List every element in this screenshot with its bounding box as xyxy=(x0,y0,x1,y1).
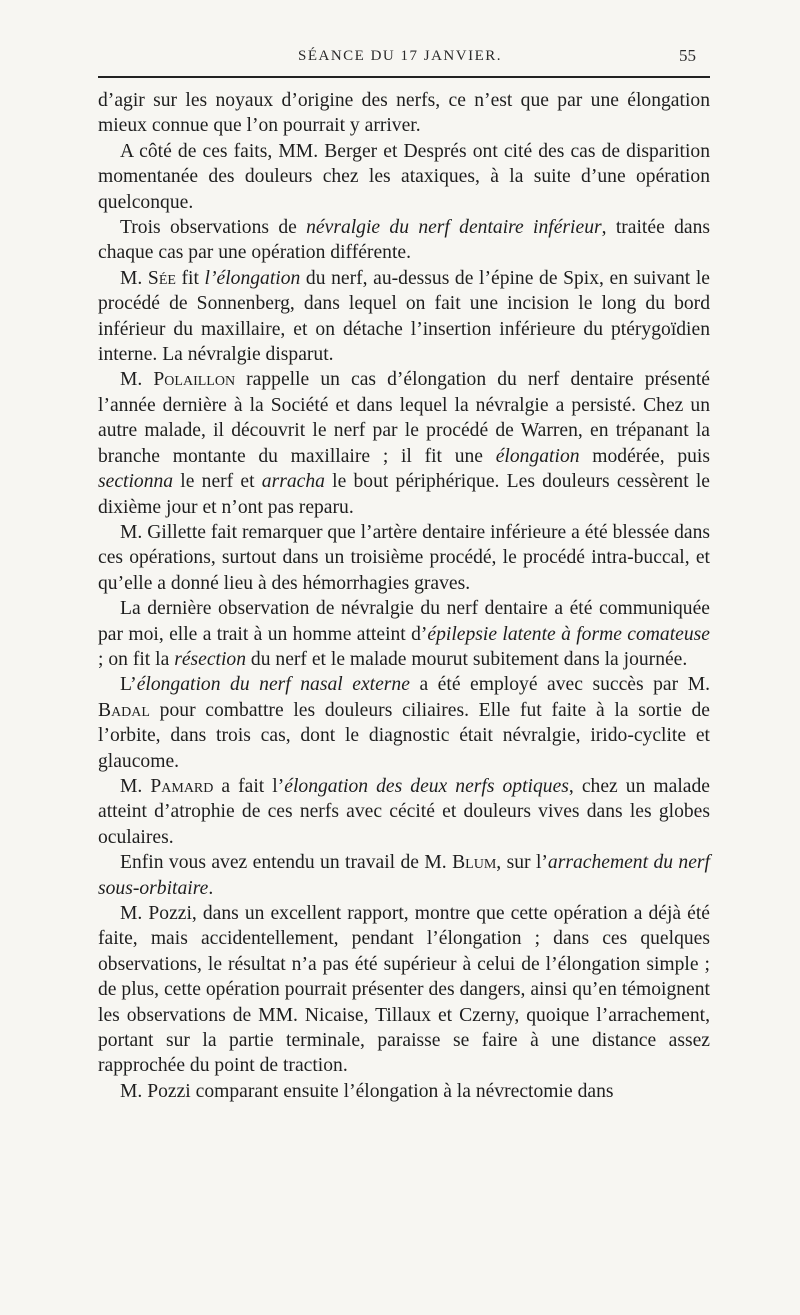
small-caps-name: Polaillon xyxy=(153,369,236,391)
text-run: du nerf, au-dessus de l’épine de Spix, en suivant le procédé de Sonnenberg, dans lequel on fait une incision le long du bord inférieur du maxillaire, et on détache l’insertion inférieure du ptérygoïdien interne. La névralgie disparut. xyxy=(98,267,710,366)
text-run: du nerf et le malade mourut subitement dans la journée. xyxy=(246,648,688,670)
italic-run: sectionna xyxy=(98,471,174,493)
italic-run: épilepsie latente à forme comateuse xyxy=(427,623,710,645)
paragraph xyxy=(98,901,710,1079)
text-run: , traitée dans chaque cas par une opération différente. xyxy=(98,217,710,264)
text-run: A côté de ces faits, MM. Berger et Després ont cité des cas de disparition momentanée des douleurs chez les ataxiques, à la suite d’une opération quelconque. xyxy=(98,140,710,213)
text-run: M. Pozzi, dans un excellent rapport, montre que cette opération a déjà été faite, mais accidentellement, pendant l’élongation ; dans ces quelques observations, le résultat n’a pas été supérieur à celui de l’élongation simple ; de plus, cette opération pourrait présenter des dangers, ainsi qu’en témoignent les observations de MM. Nicaise, Tillaux et Czerny, quoique l’arrachement, portant sur la partie terminale, paraisse se faire à une distance assez rapprochée du point de traction. xyxy=(98,903,710,1077)
small-caps-name: Pamard xyxy=(150,775,214,797)
page-number: 55 xyxy=(679,46,696,65)
text-run: pour combattre les douleurs ciliaires. Elle fut faite à la sortie de l’orbite, dans trois cas, dont le diagnostic était névralgie, irido-cyclite et glaucome. xyxy=(98,699,710,772)
italic-run: arrachement du nerf sous-orbitaire xyxy=(98,852,710,899)
running-head xyxy=(100,44,700,72)
small-caps-name: Sée xyxy=(147,267,176,289)
italic-run: élongation xyxy=(495,445,580,467)
text-run: M. xyxy=(120,775,151,797)
paragraph xyxy=(98,672,710,774)
header-rule xyxy=(98,76,710,78)
paragraph xyxy=(98,367,710,519)
text-run: Trois observations de xyxy=(120,217,307,239)
paragraph xyxy=(98,850,710,901)
text-run: L’ xyxy=(120,674,137,696)
paragraph xyxy=(98,596,710,672)
text-run: le nerf et xyxy=(173,471,262,493)
text-run: ; on fit la xyxy=(98,648,175,670)
small-caps-name: Blum xyxy=(452,852,497,874)
text-run: rappelle un cas d’élongation du nerf dentaire présenté l’année dernière à la Société et dans lequel la névralgie a persisté. Chez un autre malade, il découvrit le nerf par le procédé de Warren, en trépanant la branche montante du maxillaire ; il fit une xyxy=(98,369,710,467)
text-run: , sur l’ xyxy=(496,852,548,874)
paragraph xyxy=(98,139,710,215)
italic-run: l’élongation xyxy=(204,267,301,289)
paragraph xyxy=(98,774,710,850)
text-run: fit xyxy=(175,267,205,289)
paragraph xyxy=(98,88,710,139)
paragraph xyxy=(98,266,710,368)
text-run: Enfin vous avez entendu un travail de M. xyxy=(120,852,453,874)
paragraph xyxy=(98,215,710,266)
text-run: a été employé avec succès par M. xyxy=(409,674,711,696)
text-run: modérée, puis xyxy=(579,445,710,467)
italic-run: élongation des deux nerfs optiques xyxy=(284,775,569,797)
italic-run: résection xyxy=(174,648,247,670)
text-run: . xyxy=(208,877,214,899)
text-run: M. Gillette fait remarquer que l’artère dentaire inférieure a été blessée dans ces opérations, surtout dans un troisième procédé, le procédé intra-buccal, et qu’elle a donné lieu à des hémorrhagies graves. xyxy=(98,521,710,594)
paragraph xyxy=(98,1079,710,1104)
text-run: M. xyxy=(120,267,148,289)
paragraph xyxy=(98,520,710,596)
text-run: La dernière observation de névralgie du nerf dentaire a été communiquée par moi, elle a trait à un homme atteint d’ xyxy=(98,598,710,645)
text-run: M. xyxy=(120,369,154,391)
body-text xyxy=(98,88,710,1104)
text-run: le bout périphérique. Les douleurs cessèrent le dixième jour et n’ont pas reparu. xyxy=(98,471,711,518)
running-title: SÉANCE DU 17 JANVIER. xyxy=(298,48,502,64)
text-run: M. Pozzi comparant ensuite l’élongation à la névrectomie dans xyxy=(120,1080,614,1102)
text-run: , chez un malade atteint d’atrophie de ces nerfs avec cécité et douleurs vives dans les globes oculaires. xyxy=(98,775,710,848)
italic-run: arracha xyxy=(261,471,325,493)
small-caps-name: Badal xyxy=(98,699,150,721)
text-run: d’agir sur les noyaux d’origine des nerfs, ce n’est que par une élongation mieux connue que l’on pourrait y arriver. xyxy=(98,90,710,137)
italic-run: élongation du nerf nasal externe xyxy=(136,674,410,696)
italic-run: névralgie du nerf dentaire inférieur xyxy=(306,217,602,239)
text-run: a fait l’ xyxy=(213,775,285,797)
